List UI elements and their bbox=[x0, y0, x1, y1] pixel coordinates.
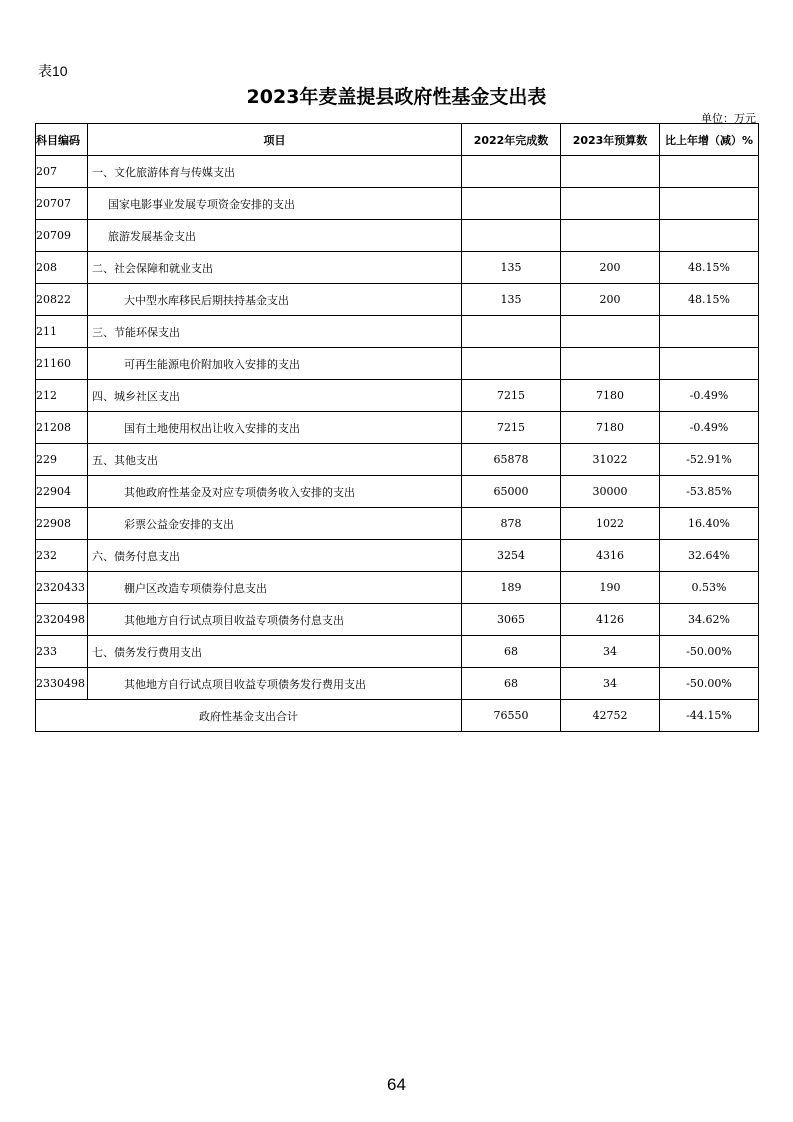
row-2022-value bbox=[462, 188, 561, 220]
row-code: 20709 bbox=[36, 220, 88, 252]
row-2022-value bbox=[462, 316, 561, 348]
row-change-pct: 48.15% bbox=[660, 284, 759, 316]
row-2023-value: 31022 bbox=[561, 444, 660, 476]
row-name: 其他地方自行试点项目收益专项债务付息支出 bbox=[88, 604, 462, 636]
row-change-pct: 48.15% bbox=[660, 252, 759, 284]
row-2022-value: 878 bbox=[462, 508, 561, 540]
row-code: 207 bbox=[36, 156, 88, 188]
row-2023-value: 34 bbox=[561, 636, 660, 668]
table-row bbox=[36, 668, 759, 700]
row-code: 20822 bbox=[36, 284, 88, 316]
header-2023: 2023年预算数 bbox=[561, 124, 660, 156]
row-code: 211 bbox=[36, 316, 88, 348]
row-change-pct: -0.49% bbox=[660, 412, 759, 444]
row-change-pct: -50.00% bbox=[660, 636, 759, 668]
table-row bbox=[36, 476, 759, 508]
row-2023-value: 34 bbox=[561, 668, 660, 700]
row-name: 国有土地使用权出让收入安排的支出 bbox=[88, 412, 462, 444]
table-row bbox=[36, 156, 759, 188]
row-code: 2330498 bbox=[36, 668, 88, 700]
row-name: 二、社会保障和就业支出 bbox=[88, 252, 462, 284]
row-2022-value: 65878 bbox=[462, 444, 561, 476]
table-row bbox=[36, 636, 759, 668]
row-name: 七、债务发行费用支出 bbox=[88, 636, 462, 668]
table-row bbox=[36, 508, 759, 540]
row-2023-value: 1022 bbox=[561, 508, 660, 540]
header-code: 科目编码 bbox=[36, 124, 88, 156]
page-number: 64 bbox=[387, 1075, 406, 1094]
row-2023-value: 30000 bbox=[561, 476, 660, 508]
row-name: 五、其他支出 bbox=[88, 444, 462, 476]
row-code: 2320433 bbox=[36, 572, 88, 604]
table-row bbox=[36, 188, 759, 220]
row-name: 棚户区改造专项债券付息支出 bbox=[88, 572, 462, 604]
table-row bbox=[36, 252, 759, 284]
row-change-pct bbox=[660, 348, 759, 380]
table-row bbox=[36, 572, 759, 604]
row-change-pct bbox=[660, 220, 759, 252]
row-code: 233 bbox=[36, 636, 88, 668]
row-change-pct: 34.62% bbox=[660, 604, 759, 636]
row-name: 四、城乡社区支出 bbox=[88, 380, 462, 412]
row-code: 22908 bbox=[36, 508, 88, 540]
row-2022-value: 65000 bbox=[462, 476, 561, 508]
row-change-pct bbox=[660, 188, 759, 220]
row-name: 一、文化旅游体育与传媒支出 bbox=[88, 156, 462, 188]
row-2022-value: 3254 bbox=[462, 540, 561, 572]
page-title: 2023年麦盖提县政府性基金支出表 bbox=[246, 86, 547, 108]
row-2022-value: 3065 bbox=[462, 604, 561, 636]
table-row bbox=[36, 316, 759, 348]
row-name: 彩票公益金安排的支出 bbox=[88, 508, 462, 540]
unit-label: 单位：万元 bbox=[701, 112, 756, 125]
row-code: 21208 bbox=[36, 412, 88, 444]
row-2022-value: 135 bbox=[462, 284, 561, 316]
row-name: 旅游发展基金支出 bbox=[88, 220, 462, 252]
row-2023-value: 190 bbox=[561, 572, 660, 604]
table-row bbox=[36, 540, 759, 572]
row-2022-value: 135 bbox=[462, 252, 561, 284]
header-item: 项目 bbox=[88, 124, 462, 156]
header-2022: 2022年完成数 bbox=[462, 124, 561, 156]
row-change-pct bbox=[660, 156, 759, 188]
row-2022-value: 7215 bbox=[462, 380, 561, 412]
row-change-pct: 0.53% bbox=[660, 572, 759, 604]
row-2023-value: 4126 bbox=[561, 604, 660, 636]
row-name: 可再生能源电价附加收入安排的支出 bbox=[88, 348, 462, 380]
row-2023-value: 200 bbox=[561, 284, 660, 316]
row-2022-value bbox=[462, 156, 561, 188]
row-2023-value bbox=[561, 348, 660, 380]
row-2023-value: 7180 bbox=[561, 412, 660, 444]
row-change-pct: -53.85% bbox=[660, 476, 759, 508]
table-row bbox=[36, 348, 759, 380]
fund-expenditure-table bbox=[35, 123, 759, 732]
row-2022-value: 68 bbox=[462, 636, 561, 668]
table-row bbox=[36, 380, 759, 412]
row-name: 国家电影事业发展专项资金安排的支出 bbox=[88, 188, 462, 220]
table-row bbox=[36, 412, 759, 444]
row-2022-value: 7215 bbox=[462, 412, 561, 444]
row-2023-value bbox=[561, 316, 660, 348]
row-change-pct: 16.40% bbox=[660, 508, 759, 540]
total-row bbox=[36, 700, 759, 732]
row-code: 22904 bbox=[36, 476, 88, 508]
row-2023-value bbox=[561, 188, 660, 220]
row-change-pct: -0.49% bbox=[660, 380, 759, 412]
table-row bbox=[36, 220, 759, 252]
table-header-row bbox=[36, 124, 759, 156]
row-change-pct: 32.64% bbox=[660, 540, 759, 572]
row-change-pct bbox=[660, 316, 759, 348]
row-2022-value: 189 bbox=[462, 572, 561, 604]
row-code: 212 bbox=[36, 380, 88, 412]
table-row bbox=[36, 444, 759, 476]
table-number: 表10 bbox=[38, 63, 68, 79]
row-code: 2320498 bbox=[36, 604, 88, 636]
row-change-pct: -52.91% bbox=[660, 444, 759, 476]
row-2023-value bbox=[561, 156, 660, 188]
row-code: 229 bbox=[36, 444, 88, 476]
row-name: 其他政府性基金及对应专项债务收入安排的支出 bbox=[88, 476, 462, 508]
row-name: 六、债务付息支出 bbox=[88, 540, 462, 572]
row-code: 208 bbox=[36, 252, 88, 284]
row-2023-value bbox=[561, 220, 660, 252]
row-2023-value: 7180 bbox=[561, 380, 660, 412]
header-change: 比上年增（减）% bbox=[660, 124, 759, 156]
row-2022-value: 68 bbox=[462, 668, 561, 700]
table-row bbox=[36, 284, 759, 316]
total-2023-value: 42752 bbox=[561, 700, 660, 732]
row-2022-value bbox=[462, 348, 561, 380]
row-change-pct: -50.00% bbox=[660, 668, 759, 700]
table-row bbox=[36, 604, 759, 636]
row-2023-value: 4316 bbox=[561, 540, 660, 572]
row-2023-value: 200 bbox=[561, 252, 660, 284]
total-2022-value: 76550 bbox=[462, 700, 561, 732]
row-code: 232 bbox=[36, 540, 88, 572]
row-name: 其他地方自行试点项目收益专项债务发行费用支出 bbox=[88, 668, 462, 700]
total-label: 政府性基金支出合计 bbox=[36, 700, 462, 732]
row-2022-value bbox=[462, 220, 561, 252]
row-code: 21160 bbox=[36, 348, 88, 380]
row-name: 三、节能环保支出 bbox=[88, 316, 462, 348]
total-change-pct: -44.15% bbox=[660, 700, 759, 732]
row-code: 20707 bbox=[36, 188, 88, 220]
row-name: 大中型水库移民后期扶持基金支出 bbox=[88, 284, 462, 316]
